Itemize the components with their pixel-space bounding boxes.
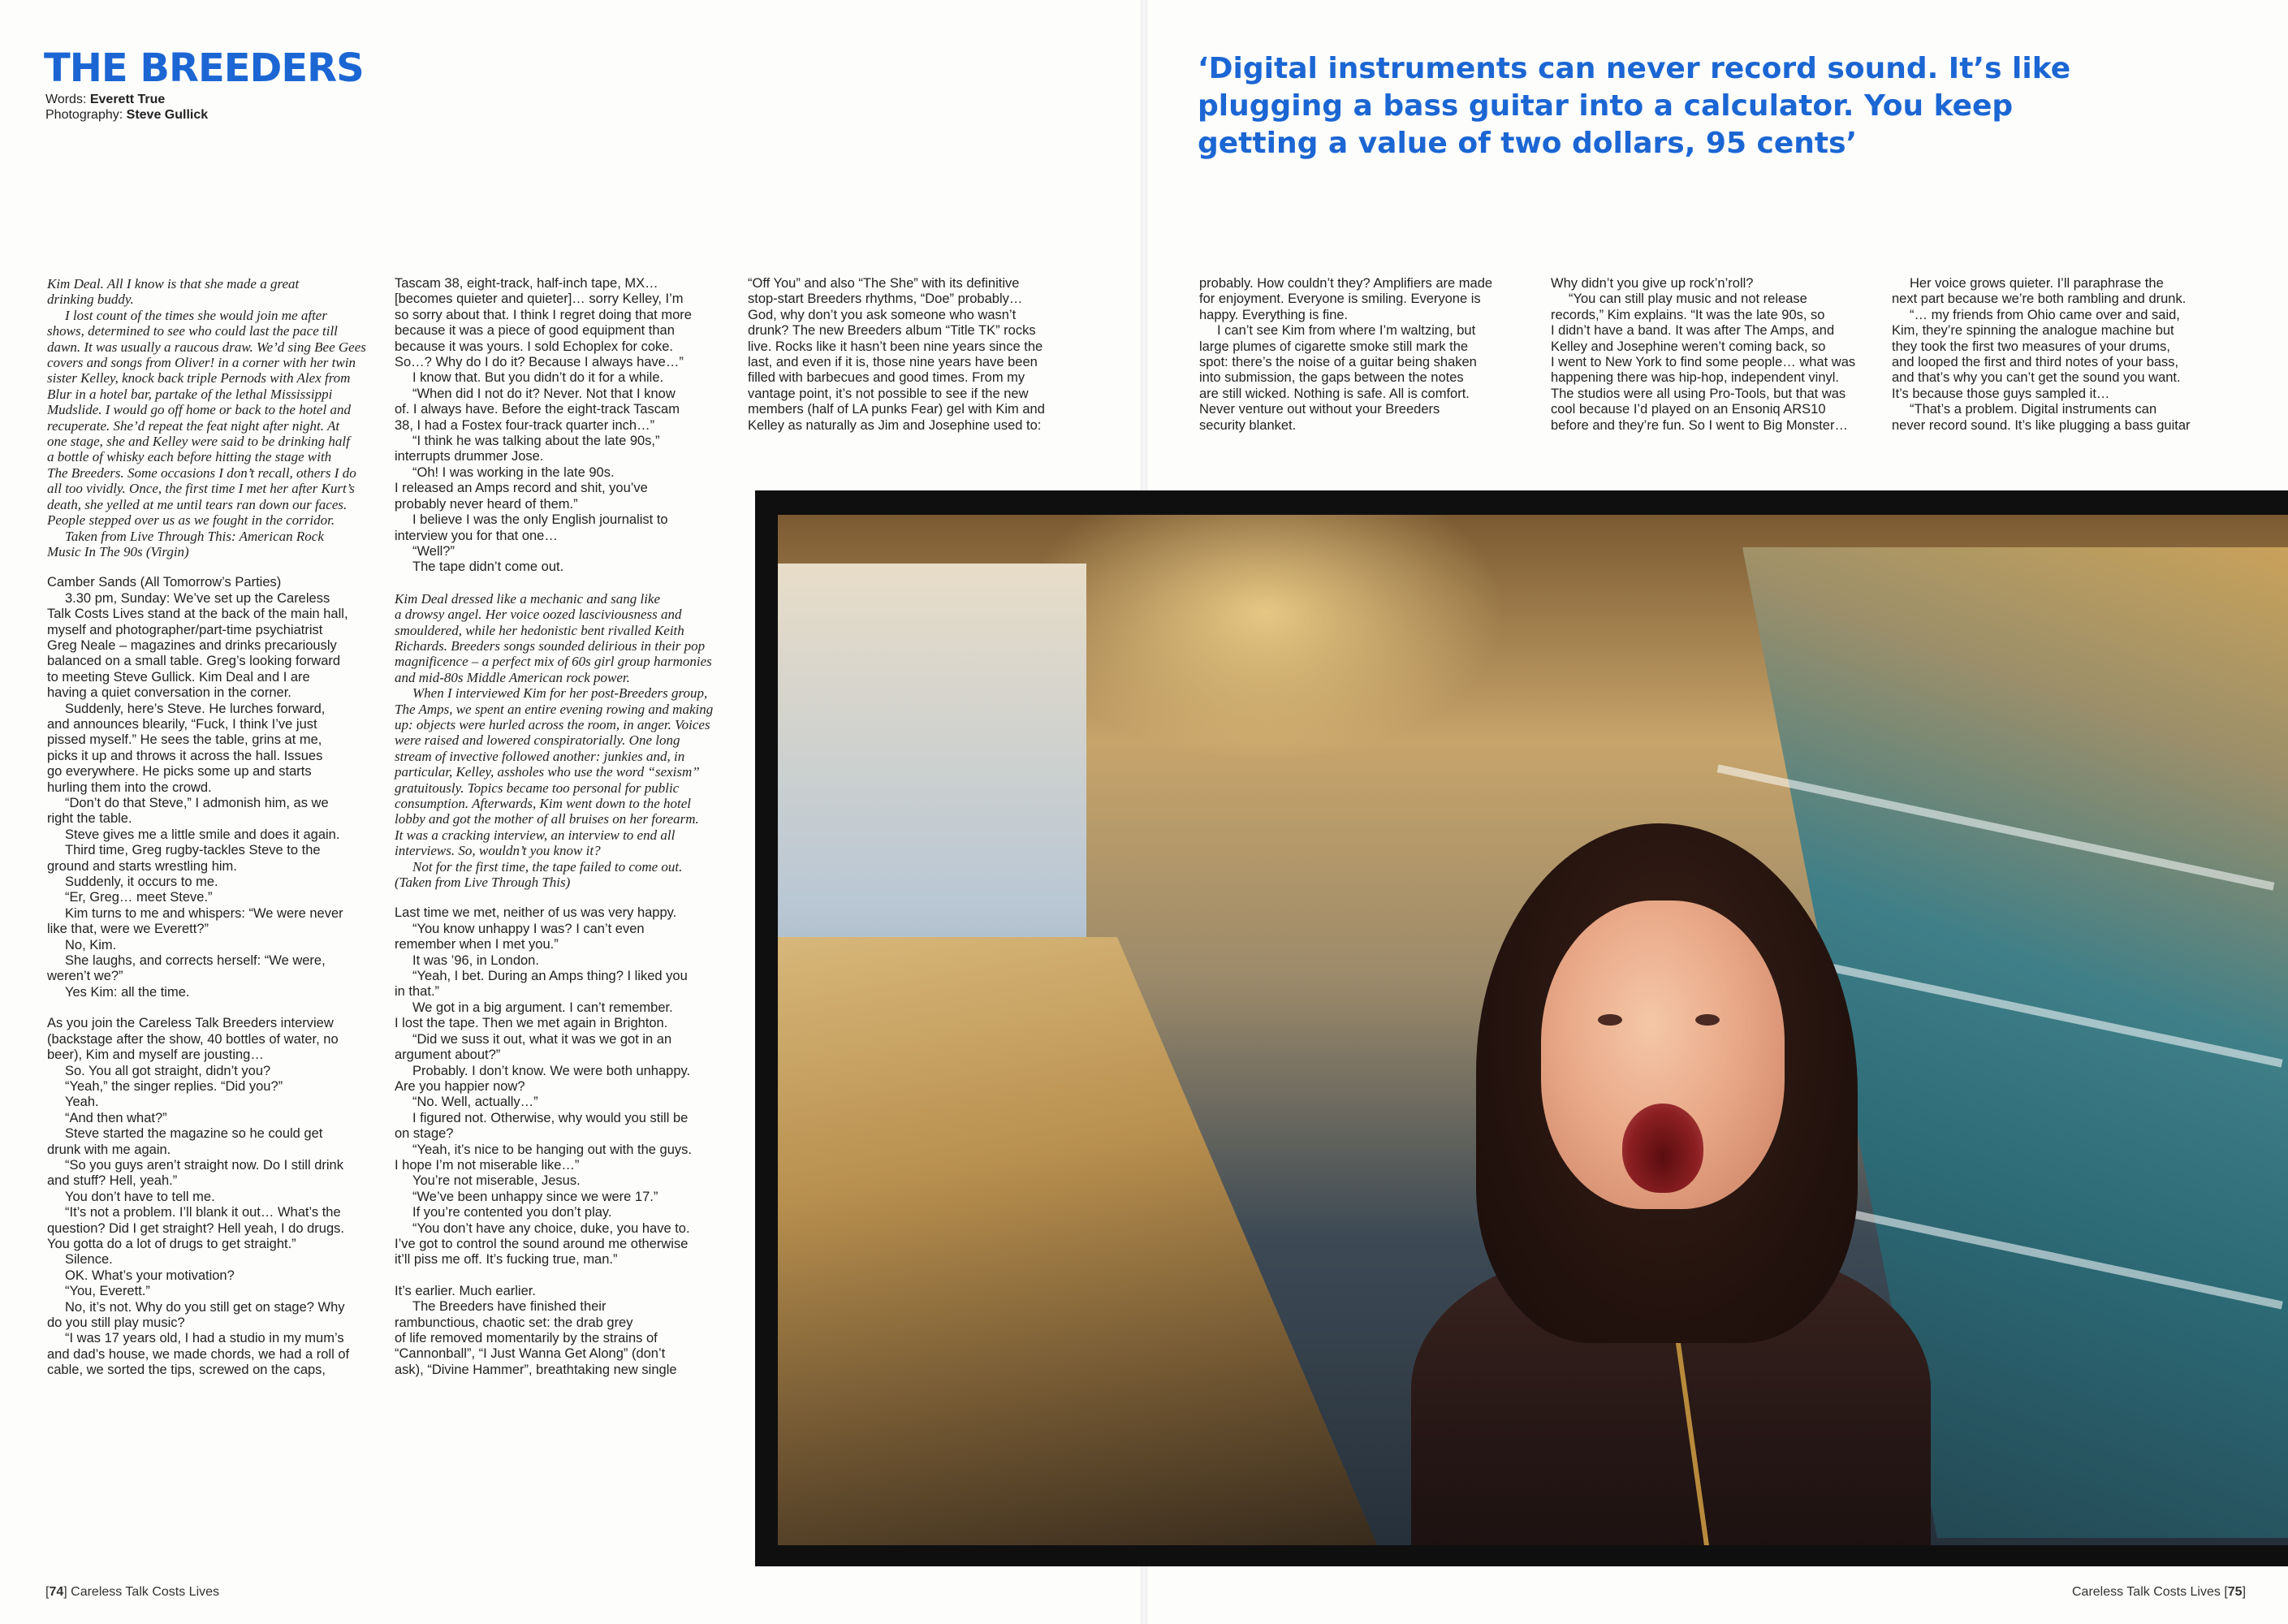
text-line: Kelley and Josephine weren’t coming back, so <box>1551 339 1826 354</box>
text-line: Last time we met, neither of us was very happy. <box>395 905 677 921</box>
text-line: (Taken from Live Through This) <box>395 875 571 891</box>
text-line: live. Rocks like it hasn’t been nine years since the <box>748 339 1043 354</box>
text-line: God, why don’t you ask someone who wasn’t <box>748 307 1017 322</box>
text-line: Yes Kim: all the time. <box>65 984 190 1000</box>
text-line: “You can still play music and not release <box>1569 292 1807 307</box>
text-line: OK. What’s your motivation? <box>65 1268 235 1283</box>
photo-open-mouth <box>1622 1104 1703 1193</box>
text-line: next part because we’re both rambling and drunk. <box>1892 292 2187 307</box>
text-line: Silence. <box>65 1252 113 1268</box>
text-line: “Er, Greg… meet Steve.” <box>65 890 213 905</box>
text-line: into submission, the gaps between the notes <box>1199 370 1464 386</box>
words-label: Words: <box>45 93 87 106</box>
text-line: Are you happier now? <box>395 1078 525 1094</box>
text-line: last, and even if it is, those nine years have been <box>748 355 1038 370</box>
portrait-photo <box>755 490 2288 1566</box>
text-line: Her voice grows quieter. I’ll paraphrase the <box>1910 276 2164 291</box>
text-line: records,” Kim explains. “It was the late 90s, so <box>1551 307 1825 322</box>
text-line: I released an Amps record and shit, you’ve <box>395 481 648 496</box>
text-line: of. I always have. Before the eight-track Tascam <box>395 402 680 417</box>
text-line: Suddenly, here’s Steve. He lurches forward, <box>65 701 326 716</box>
text-line: cable, we sorted the tips, screwed on the caps, <box>47 1363 326 1378</box>
text-line: myself and photographer/part-time psychiatrist <box>47 622 323 637</box>
text-line: in that.” <box>395 984 440 1000</box>
text-line: “No. Well, actually…” <box>412 1095 538 1110</box>
text-line: shows, determined to see who could last the pace till <box>47 323 338 339</box>
text-line: Steve started the magazine so he could get <box>65 1126 323 1142</box>
text-line: dawn. It was usually a raucous draw. We’d sing Bee Gees <box>47 339 366 355</box>
text-line: happy. Everything is fine. <box>1199 307 1349 322</box>
text-column-2 <box>395 276 713 1378</box>
text-line: Kelley as naturally as Jim and Josephine used to: <box>748 417 1042 433</box>
text-line: up: objects were hurled across the room, in anger. Voices <box>395 716 710 732</box>
text-line: “I was 17 years old, I had a studio in my mum’s <box>65 1331 344 1346</box>
text-line: were raised and lowered conspiratorially. One long <box>395 732 680 749</box>
text-line: “Cannonball”, “I Just Wanna Get Along” (don’t <box>395 1346 666 1362</box>
text-line: picks it up and throws it across the hall. Issues <box>47 748 323 763</box>
text-line: Tascam 38, eight-track, half-inch tape, MX… <box>395 276 658 291</box>
photo-platform <box>778 937 1395 1545</box>
photo-author: Steve Gullick <box>126 108 209 122</box>
text-line: The Breeders have finished their <box>412 1299 607 1315</box>
text-line: one stage, she and Kelley were said to be drinking half <box>47 434 350 450</box>
text-column-3 <box>748 276 1045 434</box>
text-line: As you join the Careless Talk Breeders interview <box>47 1016 334 1031</box>
text-line: because it was yours. I sold Echoplex for coke. <box>395 339 674 354</box>
paragraph-gap <box>47 559 366 575</box>
text-line: members (half of LA punks Fear) gel with Kim and <box>748 402 1045 417</box>
photo-subject <box>1444 823 1898 1545</box>
text-column-6 <box>1892 276 2191 434</box>
text-line: Never venture out without your Breeders <box>1199 402 1440 417</box>
text-line: I’ve got to control the sound around me otherwise <box>395 1236 689 1251</box>
text-line: “And then what?” <box>65 1110 167 1125</box>
text-line: “We’ve been unhappy since we were 17.” <box>412 1189 658 1204</box>
text-line: lobby and got the mother of all bruises on her forearm. <box>395 811 699 827</box>
photo-frame <box>778 515 2288 1545</box>
text-line: all too vividly. Once, the first time I met her after Kurt’s <box>47 481 355 497</box>
page-number-left: 74 <box>49 1585 64 1599</box>
paragraph-gap <box>47 1000 366 1016</box>
text-line: and stuff? Hell, yeah.” <box>47 1173 178 1189</box>
text-line: “It’s not a problem. I’ll blank it out… What’s the <box>65 1205 341 1220</box>
text-line: of life removed momentarily by the strains of <box>395 1331 658 1345</box>
text-line: balanced on a small table. Greg’s looking forward <box>47 654 341 669</box>
text-line: and mid-80s Middle American rock power. <box>395 669 630 685</box>
folio-left: [74] Careless Talk Costs Lives <box>45 1585 220 1599</box>
paragraph-gap <box>395 1268 713 1284</box>
text-line: security blanket. <box>1199 417 1297 433</box>
text-column-5 <box>1551 276 1855 434</box>
text-line: “Did we suss it out, what it was we got in an <box>412 1031 672 1047</box>
text-line: (backstage after the show, 40 bottles of water, no <box>47 1031 339 1047</box>
text-line: Kim, they’re spinning the analogue machine but <box>1892 323 2174 339</box>
text-line: 38, I had a Fostex four-track quarter inch…” <box>395 417 655 433</box>
text-line: No, Kim. <box>65 937 117 952</box>
text-line: Suddenly, it occurs to me. <box>65 875 218 890</box>
text-line: “Yeah, it’s nice to be hanging out with the guys. <box>412 1142 692 1157</box>
text-line: happening there was hip-hop, independent vinyl. <box>1551 370 1840 386</box>
text-line: interview you for that one… <box>395 528 558 543</box>
text-line: right the table. <box>47 811 132 827</box>
text-line: never record sound. It’s like plugging a bass guitar <box>1892 417 2191 433</box>
text-line: question? Did I get straight? Hell yeah, I do drugs. <box>47 1220 344 1236</box>
paragraph-gap <box>395 576 713 591</box>
text-line: I lost count of the times she would join me after <box>65 307 327 323</box>
text-line: Yeah. <box>65 1095 99 1110</box>
text-line: drunk? The new Breeders album “Title TK” rocks <box>748 323 1036 339</box>
page-number-right: 75 <box>2227 1585 2243 1599</box>
text-line: It’s because those guys sampled it… <box>1892 386 2110 401</box>
text-line: Talk Costs Lives stand at the back of the main hall, <box>47 607 348 622</box>
article-title: THE BREEDERS <box>44 45 364 91</box>
text-line: “Don’t do that Steve,” I admonish him, as we <box>65 796 329 810</box>
text-line: You’re not miserable, Jesus. <box>412 1173 581 1189</box>
words-author: Everett True <box>89 93 166 106</box>
text-line: The Amps, we spent an entire evening rowing and making <box>395 701 714 717</box>
text-line: Kim turns to me and whispers: “We were never <box>65 905 343 921</box>
text-line: it’ll piss me off. It’s fucking true, man.” <box>395 1252 618 1268</box>
paragraph-gap <box>395 890 713 905</box>
text-line: 3.30 pm, Sunday: We’ve set up the Careless <box>65 590 330 606</box>
text-line: on stage? <box>395 1126 454 1142</box>
magazine-name-left: Careless Talk Costs Lives <box>71 1585 220 1599</box>
text-line: before and they’re fun. So I went to Big Monster… <box>1551 417 1848 433</box>
text-line: smouldered, while her hedonistic bent rivalled Keith <box>395 622 684 638</box>
text-line: having a quiet conversation in the corner. <box>47 685 291 701</box>
text-line: stream of invective followed another: junkies and, in <box>395 748 685 764</box>
text-line: We got in a big argument. I can’t remember. <box>412 1000 673 1015</box>
text-line: magnificence – a perfect mix of 60s girl group harmonies <box>395 654 712 670</box>
text-line: and announces blearily, “Fuck, I think I’ve just <box>47 716 317 732</box>
text-line: Kim Deal dressed like a mechanic and sang like <box>395 590 661 607</box>
text-line: drinking buddy. <box>47 292 134 308</box>
text-line: Taken from Live Through This: American Rock <box>65 528 324 544</box>
text-line: “Oh! I was working in the late 90s. <box>412 464 615 480</box>
text-line: “When did I not do it? Never. Not that I know <box>412 386 676 401</box>
pull-quote: ‘Digital instruments can never record sound. It’s like plugging a bass guitar into a calculator. You keep getting a value of two dollars, 95 cents’ <box>1198 52 2071 160</box>
text-line: recuperate. She’d repeat the feat night after night. At <box>47 417 340 434</box>
text-line: Probably. I don’t know. We were both unhappy. <box>412 1063 691 1078</box>
text-line: I lost the tape. Then we met again in Brighton. <box>395 1016 668 1031</box>
text-line: and looped the first and third notes of your bass, <box>1892 355 2179 370</box>
text-line: “Yeah, I bet. During an Amps thing? I liked you <box>412 969 688 984</box>
text-line: It was ’96, in London. <box>412 952 539 968</box>
text-line: Why didn’t you give up rock’n’roll? <box>1551 276 1754 291</box>
text-line: interviews. So, wouldn’t you know it? <box>395 843 601 859</box>
text-line: “Off You” and also “The She” with its definitive <box>748 276 1020 291</box>
text-line: interrupts drummer Jose. <box>395 449 544 464</box>
text-line: vantage point, it’s not possible to see if the new <box>748 386 1029 401</box>
photo-credit <box>45 108 208 123</box>
text-line: I didn’t have a band. It was after The Amps, and <box>1551 323 1835 339</box>
text-line: I went to New York to find some people… what was <box>1551 355 1856 370</box>
text-line: No, it’s not. Why do you still get on stage? Why <box>65 1299 345 1315</box>
text-line: like that, were we Everett?” <box>47 922 209 937</box>
text-column-4 <box>1199 276 1492 434</box>
text-line: The tape didn’t come out. <box>412 559 564 575</box>
text-line: go everywhere. He picks some up and starts <box>47 764 312 780</box>
text-line: “That’s a problem. Digital instruments can <box>1910 402 2157 417</box>
text-line: It was a cracking interview, an interview to end all <box>395 827 676 843</box>
text-line: People stepped over us as we fought in the corridor. <box>47 512 335 529</box>
text-line: Music In The 90s (Virgin) <box>47 543 189 559</box>
text-line: so sorry about that. I think I regret doing that more <box>395 307 692 322</box>
text-line: If you’re contented you don’t play. <box>412 1205 612 1220</box>
text-line: You gotta do a lot of drugs to get straight.” <box>47 1236 296 1251</box>
folio-right: Careless Talk Costs Lives [75] <box>2072 1585 2247 1599</box>
text-line: Steve gives me a little smile and does it again. <box>65 827 340 842</box>
text-line: So. You all got straight, didn’t you? <box>65 1063 271 1078</box>
text-line: a bottle of whisky each before hitting the stage with <box>47 449 332 465</box>
photo-eye <box>1598 1014 1622 1026</box>
photo-eye <box>1695 1014 1720 1026</box>
text-line: for enjoyment. Everyone is smiling. Everyone is <box>1199 292 1481 307</box>
text-line: I hope I’m not miserable like…” <box>395 1157 580 1173</box>
text-line: “I think he was talking about the late 90s,” <box>412 434 660 449</box>
text-line: particular, Kelley, assholes who use the word “sexism” <box>395 764 700 780</box>
text-line: Blur in a hotel bar, partake of the lethal Mississippi <box>47 386 333 402</box>
text-line: [becomes quieter and quieter]… sorry Kelley, I’m <box>395 292 684 307</box>
text-line: ground and starts wrestling him. <box>47 858 237 874</box>
text-line: drunk with me again. <box>47 1142 171 1157</box>
text-line: a drowsy angel. Her voice oozed lasciviousness and <box>395 607 682 623</box>
text-line: sister Kelley, knock back triple Pernods with Alex from <box>47 370 351 387</box>
text-line: pissed myself.” He sees the table, grins at me, <box>47 732 322 748</box>
text-line: rambunctious, chaotic set: the drab grey <box>395 1315 633 1330</box>
text-line: weren’t we?” <box>47 969 123 984</box>
text-line: Richards. Breeders songs sounded delirious in their pop <box>395 637 706 654</box>
text-line: When I interviewed Kim for her post-Breeders group, <box>412 685 708 702</box>
text-line: “… my friends from Ohio came over and said, <box>1910 307 2180 322</box>
text-line: consumption. Afterwards, Kim went down to the hotel <box>395 796 692 811</box>
text-line: I can’t see Kim from where I’m waltzing, but <box>1217 323 1476 339</box>
text-line: I believe I was the only English journalist to <box>412 512 668 528</box>
text-line: I know that. But you didn’t do it for a while. <box>412 370 664 386</box>
text-line: Camber Sands (All Tomorrow’s Parties) <box>47 575 282 590</box>
text-line: death, she yelled at me until tears ran down our faces. <box>47 496 348 512</box>
text-line: and dad’s house, we made chords, we had a roll of <box>47 1346 350 1362</box>
text-column-1 <box>47 276 366 1379</box>
text-line: It’s earlier. Much earlier. <box>395 1283 536 1298</box>
text-line: “Yeah,” the singer replies. “Did you?” <box>65 1078 283 1094</box>
text-line: large plumes of cigarette smoke still mark the <box>1199 339 1469 354</box>
text-line: filled with barbecues and good times. From my <box>748 370 1025 386</box>
text-line: beer), Kim and myself are jousting… <box>47 1047 264 1063</box>
text-line: to meeting Steve Gullick. Kim Deal and I are <box>47 669 310 685</box>
text-line: “Well?” <box>412 543 455 559</box>
text-line: Not for the first time, the tape failed to come out. <box>412 858 683 875</box>
text-line: Kim Deal. All I know is that she made a great <box>47 276 300 292</box>
text-line: “You don’t have any choice, duke, you have to. <box>412 1220 690 1236</box>
text-line: Mudslide. I would go off home or back to the hotel and <box>47 402 351 418</box>
text-line: gratuitously. Topics became too personal for public <box>395 780 680 796</box>
text-line: covers and songs from Oliver! in a corner with her twin <box>47 355 356 371</box>
text-line: Greg Neale – magazines and drinks precariously <box>47 637 337 653</box>
text-line: are still wicked. Nothing is safe. All is comfort. <box>1199 386 1470 401</box>
words-credit <box>45 93 165 107</box>
text-line: Third time, Greg rugby-tackles Steve to the <box>65 843 321 858</box>
text-line: and that’s why you can’t get the sound you want. <box>1892 370 2181 386</box>
text-line: because it was a piece of good equipment than <box>395 323 675 339</box>
text-line: do you still play music? <box>47 1315 185 1330</box>
text-line: The Breeders. Some occasions I don’t recall, others I do <box>47 464 356 481</box>
text-line: cool because I’d played on an Ensoniq ARS10 <box>1551 402 1826 417</box>
text-line: probably never heard of them.” <box>395 496 578 512</box>
text-line: The studios were all using Pro-Tools, but that was <box>1551 386 1846 401</box>
text-line: they took the first two measures of your drums, <box>1892 339 2170 354</box>
text-line: I figured not. Otherwise, why would you still be <box>412 1110 689 1125</box>
text-line: She laughs, and corrects herself: “We were, <box>65 953 326 969</box>
text-line: You don’t have to tell me. <box>65 1189 215 1204</box>
text-line: “You know unhappy I was? I can’t even <box>412 921 645 936</box>
text-line: probably. How couldn’t they? Amplifiers are made <box>1199 276 1493 291</box>
photo-subject-face <box>1541 901 1785 1209</box>
text-line: “You, Everett.” <box>65 1284 150 1299</box>
text-line: argument about?” <box>395 1047 501 1063</box>
text-line: So…? Why do I do it? Because I always have…” <box>395 355 684 370</box>
magazine-name-right: Careless Talk Costs Lives <box>2072 1585 2221 1599</box>
text-line: “So you guys aren’t straight now. Do I still drink <box>65 1157 343 1173</box>
text-line: stop-start Breeders rhythms, “Doe” probably… <box>748 292 1023 307</box>
photo-label: Photography: <box>45 108 123 122</box>
text-line: hurling them into the crowd. <box>47 780 212 795</box>
text-line: spot: there’s the noise of a guitar being shaken <box>1199 355 1477 370</box>
text-line: ask), “Divine Hammer”, breathtaking new single <box>395 1362 677 1377</box>
text-line: remember when I met you.” <box>395 937 559 952</box>
